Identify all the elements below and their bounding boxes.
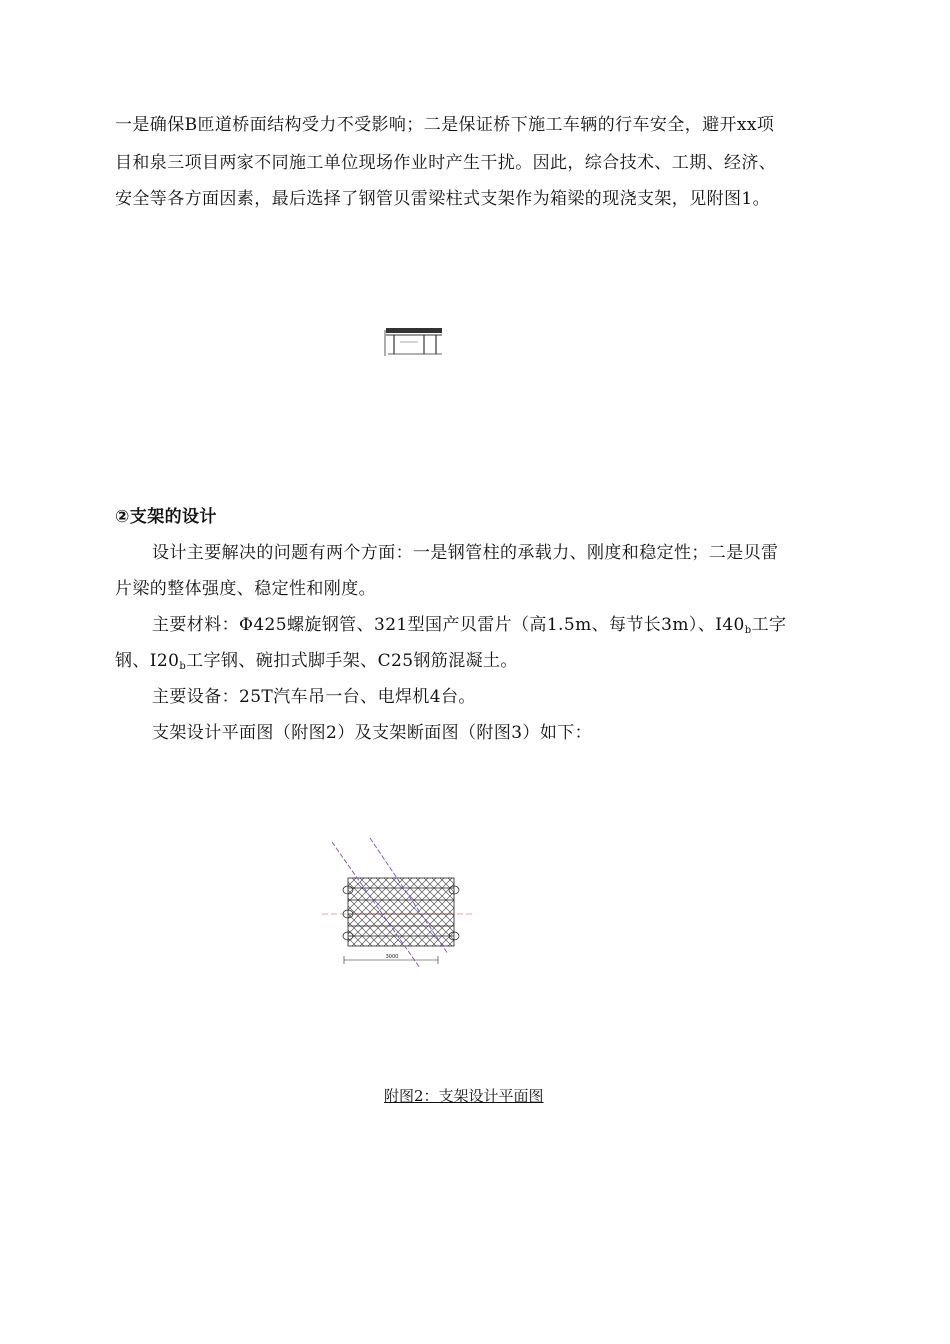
section-heading: ②支架的设计 <box>115 507 217 527</box>
materials-line-1 <box>152 614 786 642</box>
equipment-line: 主要设备：25T汽车吊一台、电焊机4台。 <box>152 687 476 707</box>
materials-text-b: 工字 <box>751 615 787 635</box>
materials-text-c: 钢、I20 <box>115 651 180 671</box>
figure-2-caption: 附图2：支架设计平面图 <box>384 1087 544 1105</box>
figure-1-elevation-drawing <box>384 324 448 358</box>
figure-2-plan-drawing <box>318 836 476 974</box>
deck-beam <box>386 328 442 333</box>
materials-subscript-2: b <box>179 661 187 672</box>
intro-line-2: 目和泉三项目两家不同施工单位现场作业时产生干扰。因此，综合技术、工期、经济、 <box>115 153 777 173</box>
dimension-label: 3000 <box>385 954 399 960</box>
intro-line-3: 安全等各方面因素，最后选择了钢管贝雷梁柱式支架作为箱梁的现浇支架，见附图1。 <box>115 189 771 209</box>
design-para-line-1: 设计主要解决的问题有两个方面：一是钢管柱的承载力、刚度和稳定性；二是贝雷 <box>152 543 779 563</box>
design-para-line-2: 片梁的整体强度、稳定性和刚度。 <box>115 579 376 599</box>
materials-text-d: 工字钢、碗扣式脚手架、C25钢筋混凝土。 <box>186 651 518 671</box>
materials-line-2 <box>115 650 518 678</box>
intro-line-1: 一是确保B匝道桥面结构受力不受影响；二是保证桥下施工车辆的行车安全，避开xx项 <box>115 115 775 135</box>
figures-intro-line: 支架设计平面图（附图2）及支架断面图（附图3）如下： <box>152 723 593 743</box>
materials-subscript-1: b <box>744 625 752 636</box>
materials-text-a: 主要材料：Φ425螺旋钢管、321型国产贝雷片（高1.5m、每节长3m）、I40 <box>152 615 745 635</box>
